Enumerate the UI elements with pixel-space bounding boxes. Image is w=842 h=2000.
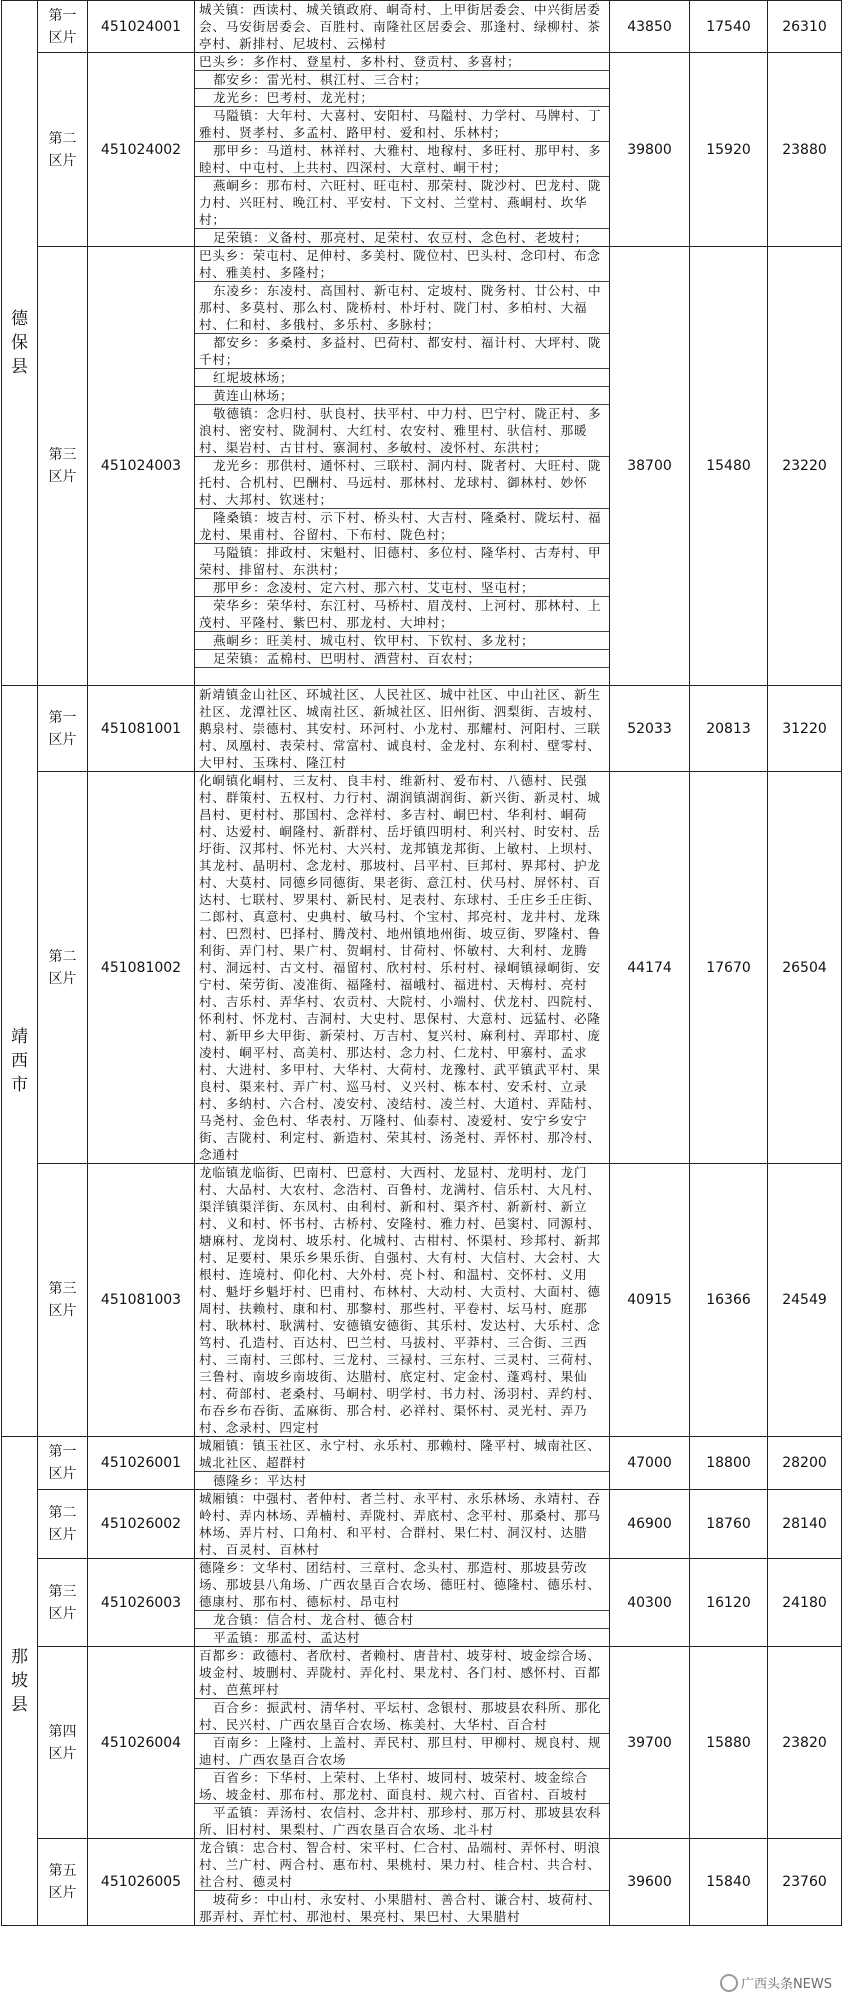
village-list-cell (195, 772, 610, 1164)
compensation-price: 23760 (768, 1839, 842, 1926)
land-price-table (1, 0, 842, 1926)
village-segment: 百南乡：上隆村、上盖村、弄民村、那旦村、甲柳村、规良村、规迪村、广西农垦百合农场 (195, 1734, 609, 1769)
total-price: 46900 (610, 1490, 690, 1559)
table-row (2, 1559, 842, 1647)
newspaper-logo-icon (720, 1974, 738, 1992)
zone-name: 第一区片 (48, 1444, 77, 1482)
table-row (2, 1437, 842, 1490)
zone-name: 第二区片 (48, 130, 77, 169)
zone-cell (38, 772, 88, 1164)
zone-code: 451024003 (88, 247, 195, 686)
zone-code: 451081002 (88, 772, 195, 1164)
land-price: 17540 (690, 1, 768, 53)
village-segment: 红坭坡林场； (195, 369, 609, 387)
village-segment: 隆桑镇：坡吉村、示下村、桥头村、大吉村、隆桑村、陇坛村、福龙村、果甫村、谷留村、下布村、陇色村； (195, 509, 609, 544)
table-row (2, 1490, 842, 1559)
village-segment: 龙光乡：那供村、通怀村、三联村、洞内村、陇者村、大旺村、陇托村、合机村、巴酬村、马远村、那林村、龙球村、御林村、妙怀村、大邦村、钦迷村； (195, 457, 609, 509)
village-segment: 龙光乡：巴考村、龙光村； (195, 89, 609, 107)
county-name-cell (2, 1, 38, 686)
village-segment: 荣华乡：荣华村、东江村、马桥村、眉茂村、上河村、那林村、上茂村、平隆村、紫巴村、那龙村、大坤村； (195, 597, 609, 632)
zone-cell (38, 1164, 88, 1437)
village-segment: 平孟镇：弄汤村、农信村、念井村、那珍村、那万村、那坡县农科所、旧村村、果梨村、广西农垦百合农场、北斗村 (199, 1805, 602, 1837)
land-price: 20813 (690, 686, 768, 772)
village-segment: 足荣镇：义备村、那亮村、足荣村、农豆村、念色村、老坡村； (213, 230, 589, 245)
village-segment: 平孟镇：那孟村、孟达村 (213, 1630, 361, 1645)
county-name: 靖西市 (11, 1027, 28, 1095)
zone-name: 第一区片 (48, 709, 77, 748)
village-list-cell (195, 1437, 610, 1490)
compensation-price: 28140 (768, 1490, 842, 1559)
county-name-cell (2, 1437, 38, 1926)
total-price: 52033 (610, 686, 690, 772)
zone-code: 451081001 (88, 686, 195, 772)
zone-code: 451024002 (88, 53, 195, 247)
village-segment: 巴头乡：多作村、登星村、多朴村、登贡村、多喜村； (195, 53, 609, 71)
watermark (720, 1973, 832, 1992)
land-price: 15840 (690, 1839, 768, 1926)
village-segment: 那甲乡：念凌村、定六村、那六村、艾屯村、坚屯村； (195, 579, 609, 597)
table-row (2, 1164, 842, 1437)
land-price: 16366 (690, 1164, 768, 1437)
village-segment: 坡荷乡：中山村、永安村、小果腊村、善合村、谦合村、坡荷村、那弄村、弄忙村、那池村、果亮村、果巴村、大果腊村 (199, 1892, 602, 1924)
table-row (2, 1647, 842, 1839)
village-list-cell (195, 686, 610, 772)
county-name: 那坡县 (11, 1647, 28, 1715)
village-list-cell (195, 53, 610, 247)
village-segment: 城厢镇：中强村、者仲村、者兰村、永平村、永乐林场、永靖村、吞岭村、弄内林场、弄楠村、弄陇村、弄底村、念平村、那桑村、那马林场、弄片村、口角村、和平村、合群村、果仁村、洞汉村、达腊村、百灵村、百林村 (199, 1491, 601, 1557)
village-segment: 巴头乡：荣屯村、足伸村、多美村、陇位村、巴头村、念印村、布念村、雅美村、多隆村； (195, 247, 609, 282)
total-price: 39700 (610, 1647, 690, 1839)
zone-name: 第二区片 (48, 948, 77, 987)
total-price: 43850 (610, 1, 690, 53)
village-segment: 百合乡：振武村、清华村、平坛村、念银村、那坡县农科所、那化村、民兴村、广西农垦百合农场、栋美村、大华村、百合村 (195, 1699, 609, 1734)
table-row (2, 772, 842, 1164)
zone-cell (38, 1647, 88, 1839)
land-price: 18760 (690, 1490, 768, 1559)
village-list-cell (195, 1164, 610, 1437)
village-segment: 城关镇：西读村、城关镇政府、峒奇村、上甲街居委会、中兴街居委会、马安街居委会、百胜村、南隆社区居委会、那逢村、绿柳村、茶亭村、新排村、尼坡村、云梯村 (199, 2, 601, 51)
village-list-cell (195, 1559, 610, 1647)
village-segment: 燕峒乡：旺美村、城屯村、钦甲村、下钦村、多龙村； (195, 632, 609, 650)
village-segment: 龙临镇龙临街、巴南村、巴意村、大西村、龙显村、龙明村、龙门村、大品村、大农村、念浩村、百鲁村、龙满村、信乐村、大凡村、渠洋镇渠洋街、东凤村、由利村、新和村、渠齐村、新新村、新立村、义和村、怀书村、古桥村、安隆村、雅力村、邑窦村、同源村、塘麻村、龙岗村、坡乐村、化城村、古柑村、怀渠村、珍邦村、新邦村、足要村、果乐乡果乐街、自强村、大有村、大信村、大会村、大根村、连境村、仰化村、大外村、亮卜村、和温村、交怀村、义用村、魁圩乡魁圩村、巴甫村、布林村、大动村、大贡村、大面村、德周村、扶赖村、康和村、那黎村、那些村、平卷村、坛马村、庭那村、耿林村、耿满村、安德镇安德街、其乐村、发达村、大乐村、念笃村、孔造村、百达村、巴兰村、马拔村、平莽村、三合街、三西村、三南村、三郎村、三龙村、三禄村、三东村、三灵村、三荷村、三鲁村、南坡乡南坡街、达腊村、底定村、定金村、蓬鸡村、果仙村、荷部村、老桑村、马峒村、明学村、书力村、汤羽村、弄约村、布吞乡布吞街、孟麻街、那合村、必祥村、渠怀村、灵光村、弄乃村、念录村、四定村 (199, 1165, 601, 1435)
zone-code: 451026004 (88, 1647, 195, 1839)
zone-name: 第一区片 (48, 7, 77, 46)
zone-code: 451026005 (88, 1839, 195, 1926)
village-segment: 德隆乡：文华村、团结村、三章村、念头村、那造村、那坡县劳改场、那坡县八角场、广西农垦百合农场、德旺村、德隆村、德乐村、德康村、那布村、德标村、昂屯村 (195, 1559, 609, 1611)
village-segment: 敬德镇：念归村、驮良村、扶平村、中力村、巴宁村、陇正村、多浪村、密安村、陇洞村、大红村、农安村、雅里村、驮信村、那暖村、渠岩村、古甘村、寨洞村、多敏村、凌怀村、东洪村； (195, 405, 609, 457)
compensation-price: 28200 (768, 1437, 842, 1490)
zone-name: 第三区片 (48, 447, 77, 485)
total-price: 40915 (610, 1164, 690, 1437)
compensation-price: 31220 (768, 686, 842, 772)
total-price: 39800 (610, 53, 690, 247)
land-price: 15480 (690, 247, 768, 686)
village-segment: 马隘镇：大年村、大喜村、安阳村、马隘村、力学村、马牌村、丁雅村、贤孝村、多孟村、路甲村、爱和村、乐林村； (195, 107, 609, 142)
zone-name: 第三区片 (48, 1281, 77, 1319)
village-segment: 足荣镇：孟棉村、巴明村、酒营村、百农村； (195, 650, 609, 668)
compensation-price: 23220 (768, 247, 842, 686)
village-segment: 东凌乡：东凌村、高国村、新屯村、定坡村、陇务村、廿公村、中那村、多莫村、那么村、陇桥村、朴圩村、陇门村、多柏村、大福村、仁和村、多俄村、多乐村、多脉村； (195, 282, 609, 334)
village-segment: 城厢镇：镇玉社区、永宁村、永乐村、那赖村、隆平村、城南社区、城北社区、超群村 (195, 1437, 609, 1472)
zone-cell (38, 686, 88, 772)
village-segment: 德隆乡：平达村 (213, 1473, 307, 1488)
village-segment: 那甲乡：马道村、林祥村、大雅村、地稼村、多旺村、那甲村、多睦村、中屯村、上共村、四深村、大章村、峒干村； (195, 142, 609, 177)
total-price: 44174 (610, 772, 690, 1164)
total-price: 39600 (610, 1839, 690, 1926)
village-segment: 龙合镇：忠合村、智合村、宋平村、仁合村、品端村、弄怀村、明浪村、兰广村、两合村、惠布村、果桃村、果力村、桂合村、共合村、社合村、德灵村 (195, 1839, 609, 1891)
zone-code: 451081003 (88, 1164, 195, 1437)
village-list-cell (195, 1490, 610, 1559)
zone-cell (38, 1490, 88, 1559)
zone-code: 451024001 (88, 1, 195, 53)
zone-cell (38, 1, 88, 53)
village-list-cell (195, 1647, 610, 1839)
village-segment: 都安乡：多桑村、多益村、巴荷村、都安村、福计村、大坪村、陇千村； (195, 334, 609, 369)
village-segment: 黄连山林场； (195, 387, 609, 405)
table-row (2, 1, 842, 53)
village-segment: 百都乡：政德村、者欣村、者赖村、唐昔村、坡芽村、坡金综合场、坡金村、坡删村、弄陇村、弄化村、果龙村、各门村、感怀村、百都村、芭蕉坪村 (195, 1647, 609, 1699)
village-segment: 化峒镇化峒村、三友村、良丰村、维新村、爱布村、八德村、民强村、群策村、五权村、力行村、湖润镇湖润街、新兴街、新灵村、城昌村、更村村、那国村、念祥村、多吉村、峒巴村、华利村、峒荷村、达爱村、峒隆村、新群村、岳圩镇四明村、利兴村、时安村、岳圩街、汉邦村、怀光村、大兴村、龙邦镇龙邦街、上敏村、上坝村、其龙村、晶明村、念龙村、那坡村、吕平村、巨邦村、界邦村、护龙村、大莫村、同德乡同德街、果老街、意江村、伏马村、屏怀村、百达村、七联村、罗果村、新民村、足表村、东球村、壬庄乡壬庄街、二郎村、真意村、史典村、敏马村、个宝村、邦亮村、龙井村、龙珠村、巴烈村、巴择村、腾茂村、地州镇地州街、坡豆街、罗隆村、鲁利街、弄门村、果广村、贺峒村、甘荷村、怀敏村、大利村、龙腾村、洞远村、古文村、福留村、欣村村、乐村村、禄峒镇禄峒街、安宁村、荣劳街、凌准街、福隆村、福峨村、福进村、天梅村、亮村村、吉乐村、弄华村、农贡村、大院村、小端村、伏龙村、四院村、怀利村、怀龙村、吉洞村、大史村、思保村、大意村、远猛村、必隆村、新甲乡大甲街、新荣村、万吉村、复兴村、麻利村、弄耶村、庞凌村、峒平村、高美村、那达村、念力村、仁龙村、甲寨村、孟求村、大进村、多甲村、大华村、大荷村、龙豫村、武平镇武平村、果良村、渠来村、弄广村、巡马村、义兴村、栋本村、安禾村、立录村、多纳村、六合村、凌安村、凌结村、凌兰村、大道村、弄陆村、马尧村、金色村、华表村、万隆村、仙泰村、凌爱村、安宁乡安宁街、吉陇村、利定村、新造村、荣其村、汤尧村、弄怀村、那冷村、念通村 (199, 773, 601, 1162)
compensation-price: 23880 (768, 53, 842, 247)
village-segment: 燕峒乡：那布村、六旺村、旺屯村、那荣村、陇沙村、巴龙村、陇力村、兴旺村、晚江村、平安村、下文村、兰堂村、燕峒村、坎华村； (195, 177, 609, 229)
zone-cell (38, 1559, 88, 1647)
zone-name: 第四区片 (48, 1723, 77, 1762)
compensation-price: 26310 (768, 1, 842, 53)
county-name: 德保县 (11, 309, 28, 377)
compensation-price: 24549 (768, 1164, 842, 1437)
village-segment: 百省乡：下华村、上荣村、上华村、坡同村、坡荣村、坡金综合场、坡金村、那布村、那龙村、面良村、规六村、百省村、百坡村 (195, 1769, 609, 1804)
zone-code: 451026002 (88, 1490, 195, 1559)
table-row (2, 247, 842, 686)
land-price: 15920 (690, 53, 768, 247)
zone-cell (38, 53, 88, 247)
table-row (2, 686, 842, 772)
land-price: 16120 (690, 1559, 768, 1647)
land-price: 15880 (690, 1647, 768, 1839)
zone-code: 451026001 (88, 1437, 195, 1490)
compensation-price: 23820 (768, 1647, 842, 1839)
village-segment: 都安乡：雷光村、棋江村、三合村； (195, 71, 609, 89)
watermark-text: 广西头条NEWS (740, 1977, 832, 1992)
zone-cell (38, 247, 88, 686)
table-row (2, 53, 842, 247)
village-segment: 新靖镇金山社区、环城社区、人民社区、城中社区、中山社区、新生社区、龙潭社区、城南社区、新城社区、旧州街、泗梨街、吉坡村、鹅泉村、崇德村、其安村、环河村、小龙村、那耀村、河阳村、三联村、凤凰村、表荣村、常富村、诚良村、金龙村、东利村、壁零村、大甲村、玉珠村、隆江村 (199, 687, 601, 770)
land-price: 18800 (690, 1437, 768, 1490)
zone-cell (38, 1839, 88, 1926)
village-list-cell (195, 1839, 610, 1926)
zone-name: 第三区片 (48, 1583, 77, 1622)
zone-cell (38, 1437, 88, 1490)
zone-code: 451026003 (88, 1559, 195, 1647)
total-price: 47000 (610, 1437, 690, 1490)
village-list-cell (195, 1, 610, 53)
village-segment (195, 668, 609, 685)
zone-name: 第五区片 (48, 1863, 77, 1901)
zone-name: 第二区片 (48, 1505, 77, 1543)
village-list-cell (195, 247, 610, 686)
village-segment: 马隘镇：排政村、宋魁村、旧德村、多位村、隆华村、古寿村、甲荣村、排留村、东洪村； (195, 544, 609, 579)
land-price: 17670 (690, 772, 768, 1164)
village-segment: 龙合镇：信合村、龙合村、德合村 (195, 1611, 609, 1629)
compensation-price: 26504 (768, 772, 842, 1164)
county-name-cell (2, 686, 38, 1437)
total-price: 38700 (610, 247, 690, 686)
total-price: 40300 (610, 1559, 690, 1647)
table-row (2, 1839, 842, 1926)
table-body (2, 1, 842, 1926)
compensation-price: 24180 (768, 1559, 842, 1647)
